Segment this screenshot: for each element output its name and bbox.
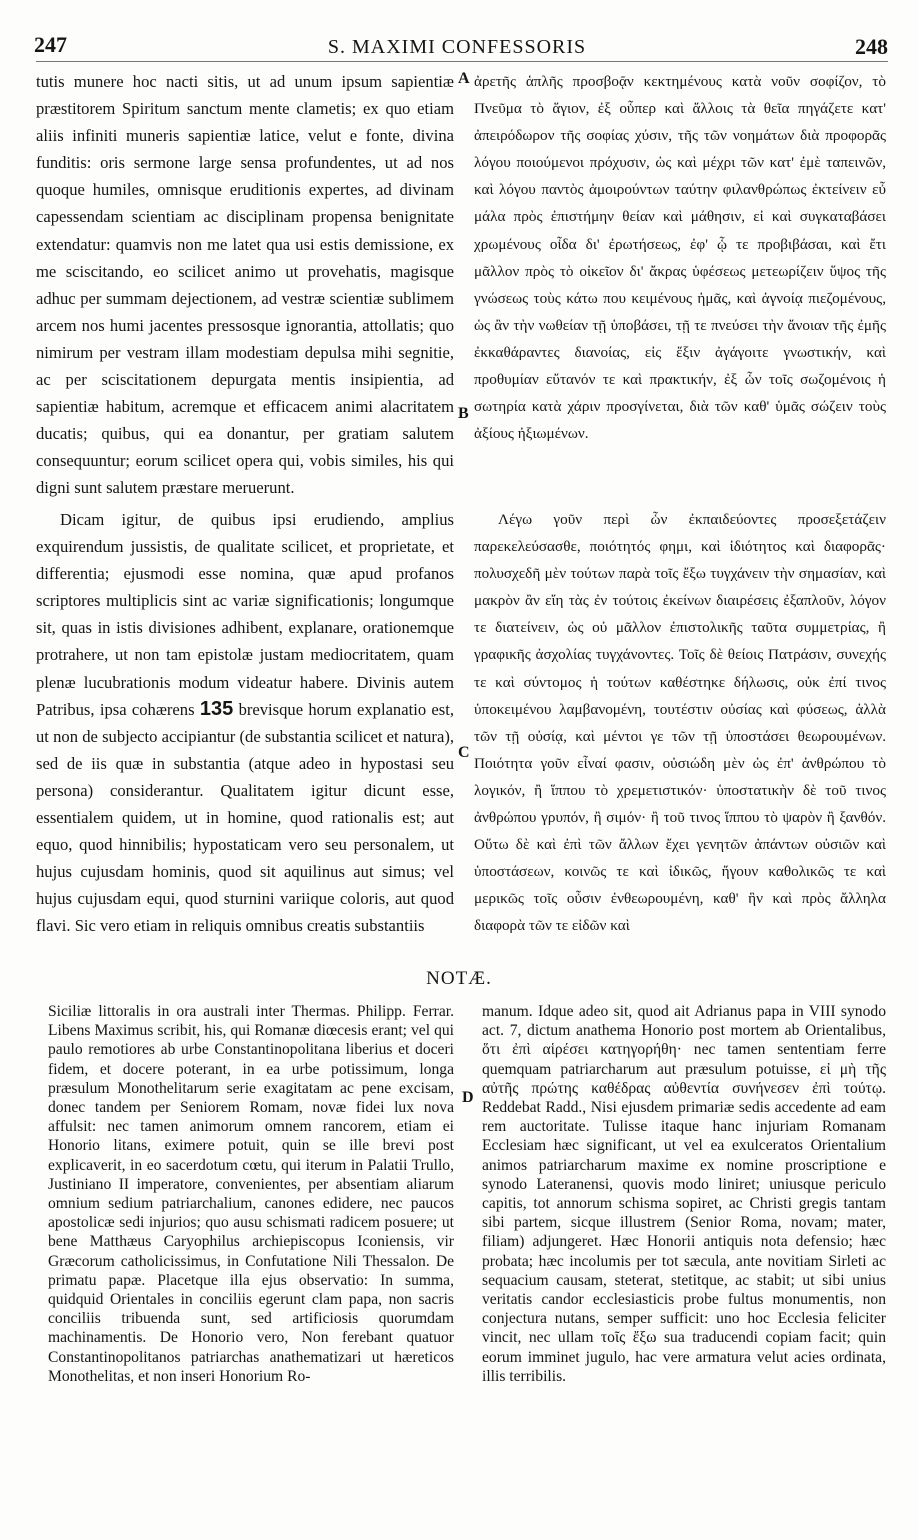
latin-paragraph-2-start: Dicam igitur, de quibus ipsi erudiendo, amplius exquirendum jussistis, de qualitate scilicet, et proprietate, et differentia; ejusmodi esse nomina, quæ apud profanos scriptores multiplicis sint ac variæ significationis; longumque sit, quas in istis divisiones adhibent, explanare, orationemque protrahere, ut non tam epistolæ justam mediocritatem, quam plenæ lucubrationis modum videatur habere. Divinis autem Patribus, ipsa cohærens <box>36 510 454 719</box>
latin-paragraph-2 <box>36 506 454 940</box>
margin-letter-c: C <box>458 744 470 761</box>
page-number-right: 248 <box>855 34 888 59</box>
greek-paragraph-1: ἀρετῆς ἁπλῆς προσβοᾷν κεκτημένους κατὰ νοῦν σοφίζον, τὸ Πνεῦμα τὸ ἅγιον, ἐξ οὗπερ καὶ ἄλλοις τὰ θεῖα πηγάζετε κατ' ἀπειρόδωρον τῆς σοφίας χύσιν, τῆς τῶν νοημάτων διὰ προφορᾶς λόγου ποιούμενοι πρόχυσιν, ὡς καὶ μέχρι τῶν κατ' ἐμὲ ταπεινῶν, καὶ λόγου παντὸς ἀμοιρούντων ταύτην φιλανθρώπως ἐκτείνειν εὖ μάλα πρὸς ἐπιστήμην θείαν καὶ μάθησιν, εἰ καὶ συγκαταβάσει χρωμένους οἶδα δι' ἐρωτήσεως, ἐφ' ᾧ τε προβιβάσαι, καὶ ἔτι μᾶλλον πρὸς τὸ οἰκεῖον δι' ἄκρας ὑφέσεως μετεωρίζειν ὕψος τῆς γνώσεως τοὺς κάτω που κειμένους ἡμᾶς, καὶ ἀγνοίᾳ πιεζομένους, ὡς ἂν τὴν νωθείαν τῇ ὑποβάσει, τῇ τε πνεύσει τὴν ἄνοιαν τῆς ἐμῆς ἐκκαθάραντες διανοίας, εἰς ἕξιν ἀγάγοιτε γνωστικήν, καὶ προθυμίαν εὔτανόν τε καὶ πρακτικήν, ἐξ ὧν τοῖς σωζομένοις ἡ σωτηρία κατὰ χάριν προσγίνεται, διὰ τῶν καθ' ὑμᾶς σώζειν τοὺς ἀξίους ἠξιωμένων. <box>474 73 886 443</box>
running-title: S. MAXIMI CONFESSORIS <box>327 36 587 58</box>
notes-left-text: Siciliæ littoralis in ora australi inter Thermas. Philipp. Ferrar. Libens Maximus scribit, his, qui Romanæ diœcesis erant; vel qui paulo remotiores ab urbe Constantinopolitana liberius et doceri fidem, et docere poterant, in ea urbe potissimum, longa præsulum Monothelitarum serie exagitatam ac pene excisam, donec tandem per Seniorem Romam, novæ fidei lux nova affulsit: nec tamen animorum omnem rancorem, etiam ei Honorio litans, eximere potuit, quin se ille brevi post explicaverit, in eo sacerdotum cœtu, qui iterum in Palatii Trullo, Justiniano II imperatore, convenientes, per absentiam aliarum omnium sedium patriarchalium, canones edidere, nec paucos apostolicæ sedi injurios; quo ausu schismati radicem posuere; ut bene Matthæus Caryophilus archiepiscopus Iconiensis, vir Græcorum catholicissimus, in Confutatione Nili Thessalon. De primatu papæ. Placetque illa ejus observatio: In summa, quidquid Orientales in conciliis egerunt clam papa, non sacris conciliis tribuenda sunt, sed artificiosis quorumdam machinamentis. De Honorio vero, Non ferebant quatuor Constantinopolitanos patriarchas anathematizari ut hæreticos Monothelitas, et non inseri Honorium Ro- <box>48 1003 454 1385</box>
margin-letter-b: B <box>458 405 469 422</box>
latin-column-part1 <box>36 68 454 502</box>
greek-column-part1 <box>474 68 886 447</box>
page-header <box>26 30 888 60</box>
notes-left-column <box>48 1002 454 1386</box>
latin-paragraph-2-end: brevisque horum explanatio est, ut non de subjecto accipiantur (de substantia scilicet et natura), sed de iis quæ in substantia (atque adeo in hypostasi seu persona) considerantur. Qualitatem igitur dicunt esse, essentialem quidem, ut in homine, quod rationalis est; aut equo, quod hinnibilis; hypostaticam vero seu personalem, ut hujus cujusdam hominis, quod sit aquilinus aut simus; vel hujus cujusdam equi, quod sturnini variique coloris, aut quod flavi. Sic vero etiam in reliquis omnibus creatis substantiis <box>36 699 455 936</box>
margin-letter-a: A <box>458 70 470 87</box>
notes-right-column <box>482 1002 886 1386</box>
greek-paragraph-2: Λέγω γοῦν περὶ ὧν ἐκπαιδεύοντες προσεξετάζειν παρεκελεύσασθε, ποιότητός φημι, καὶ ἰδιότητος καὶ διαφορᾶς· πολυσχεδῆ μὲν τούτων παρὰ τοῖς ἔξω τυγχάνειν τὴν σημασίαν, καὶ μακρὸν ἂν εἴη τὰς ἐν τούτοις ἐκείνων διαιρέσεις ἐξαπλοῦν, λόγον τε διατείνειν, ὡς οὐ μᾶλλον ἐπιστολικῆς ταῦτα συμμετρίας, ἢ γραφικῆς ἀσχολίας τυγχάνοντες. Τοῖς δὲ θείοις Πατράσιν, συνεχής τε καὶ σύντομος ἡ τούτων καθέστηκε δήλωσις, οὐκ ἐπί τινος ὑποκειμένου λαμβανομένη, τουτέστιν οὐσίας καὶ φύσεως, ἀλλὰ τῶν τῇ οὐσίᾳ, καὶ μέντοι γε τῶν τῇ ὑποστάσει θεωρουμένων. Ποιότητα γοῦν εἶναί φασιν, οὐσιώδη μὲν ὡς ἐπ' ἀνθρώπου τὸ λογικόν, ἢ ἵππου τὸ χρεμετιστικόν· ὑποστατικὴν δὲ τοῦ τινος ἀνθρώπου γρυπόν, ἢ σιμόν· ἢ τοῦ τινος ἵππου τὸ ψαρὸν ἢ ξανθόν. Οὕτω δὲ καὶ ἐπὶ τῶν ἄλλων ἔχει γενητῶν ἁπάντων οὐσιῶν καὶ ὑποστάσεων, κοινῶς τε καὶ ἰδικῶς, ἤγουν καθολικῶς τε καὶ μερικῶς τοῖς οὖσιν ἐνθεωρουμένη, καθ' ἣν καὶ πρὸς ἄλληλα διαφορὰ τῶν τε εἰδῶν καὶ <box>474 511 886 935</box>
notes-right-text: manum. Idque adeo sit, quod ait Adrianus papa in VIII synodo act. 7, dictum anathema Honorio post mortem ab Orientalibus, ὅτι ἐπὶ αἱρέσει κατηγορήθη· nec tamen sententiam ferre quemquam patriarcharum aut præsulum potuisse, εἰ μὴ τῆς αὐτῆς πρώτης καθέδρας αὐθεντία συνήνεσεν ἐπὶ τούτῳ. Reddebat Radd., Nisi ejusdem primariæ sedis accedente ad eam rem auctoritate. Tulisse itaque hanc injuriam Romanam Ecclesiam hæc significant, ut vel ea exulceratos Orientalium animos patriarcharum maxime ex nomine proscriptione e synodo Lateranensi, quovis modo liniret; uniusque periculo capitis, tot annorum schisma sopiret, ac Christi gregis tantam sibi partem, sicque illustrem (Senior Roma, novam; mater, filiam) adjungeret. Hæc Honorii antiquis nota defensio; hæc probata; hæc incolumis per tot sæcula, ante novitiam Sirleti ac sequacium causam, steterat, stetitque, ac stabit; ut sibi unius veritatis candor ecclesiasticis probe fultus monumentis, non conjectura nutans, semper sufficit: uno hoc Ecclesia feliciter vincit, nec ullam τοῖς ἔξω sua traducendi copiam facit; quin eorum imminet jugulo, hac vere armatura velut acies ordinata, illis terribilis. <box>482 1003 886 1385</box>
latin-column-part2 <box>36 506 454 940</box>
header-rule <box>36 61 888 62</box>
latin-paragraph-1: tutis munere hoc nacti sitis, ut ad unum ipsum sapientiæ præstitorem Spiritum sanctum mente clametis; ex quo etiam aliis infiniti muneris sapientiæ latice, velut e fonte, divina funditis: oris sermone large sensa profundentes, ut ad nos quoque humiles, omnisque eruditionis expertes, ad divinam capessendam scientiam ac disciplinam propensa benignitate extendatur: quamvis non me latet qua usi estis demissione, ex me sciscitando, eo scilicet animo ut provehatis, magisque adhuc per summam dejectionem, ad vestræ scientiæ sublimem arcem nos humi jacentes pressosque ignorantia, attollatis; quo nimirum per vestram illam modestiam depulsa mihi segnitie, ac per sciscitationem depurgata mentis insipientia, ad sapientiæ habitum, acremque et efficacem animi alacritatem ducatis; quibus, qui ea donantur, per gratiam salutem consequuntur; eorum scilicet opera qui, vobis similes, his qui digni sunt salutem præstare meruerunt. <box>36 72 454 498</box>
margin-letter-d: D <box>462 1089 474 1106</box>
page-number-left: 247 <box>34 32 67 57</box>
greek-column-part2 <box>474 506 886 940</box>
column-number: 135 <box>199 697 234 720</box>
notes-heading: NOTÆ. <box>426 968 492 989</box>
